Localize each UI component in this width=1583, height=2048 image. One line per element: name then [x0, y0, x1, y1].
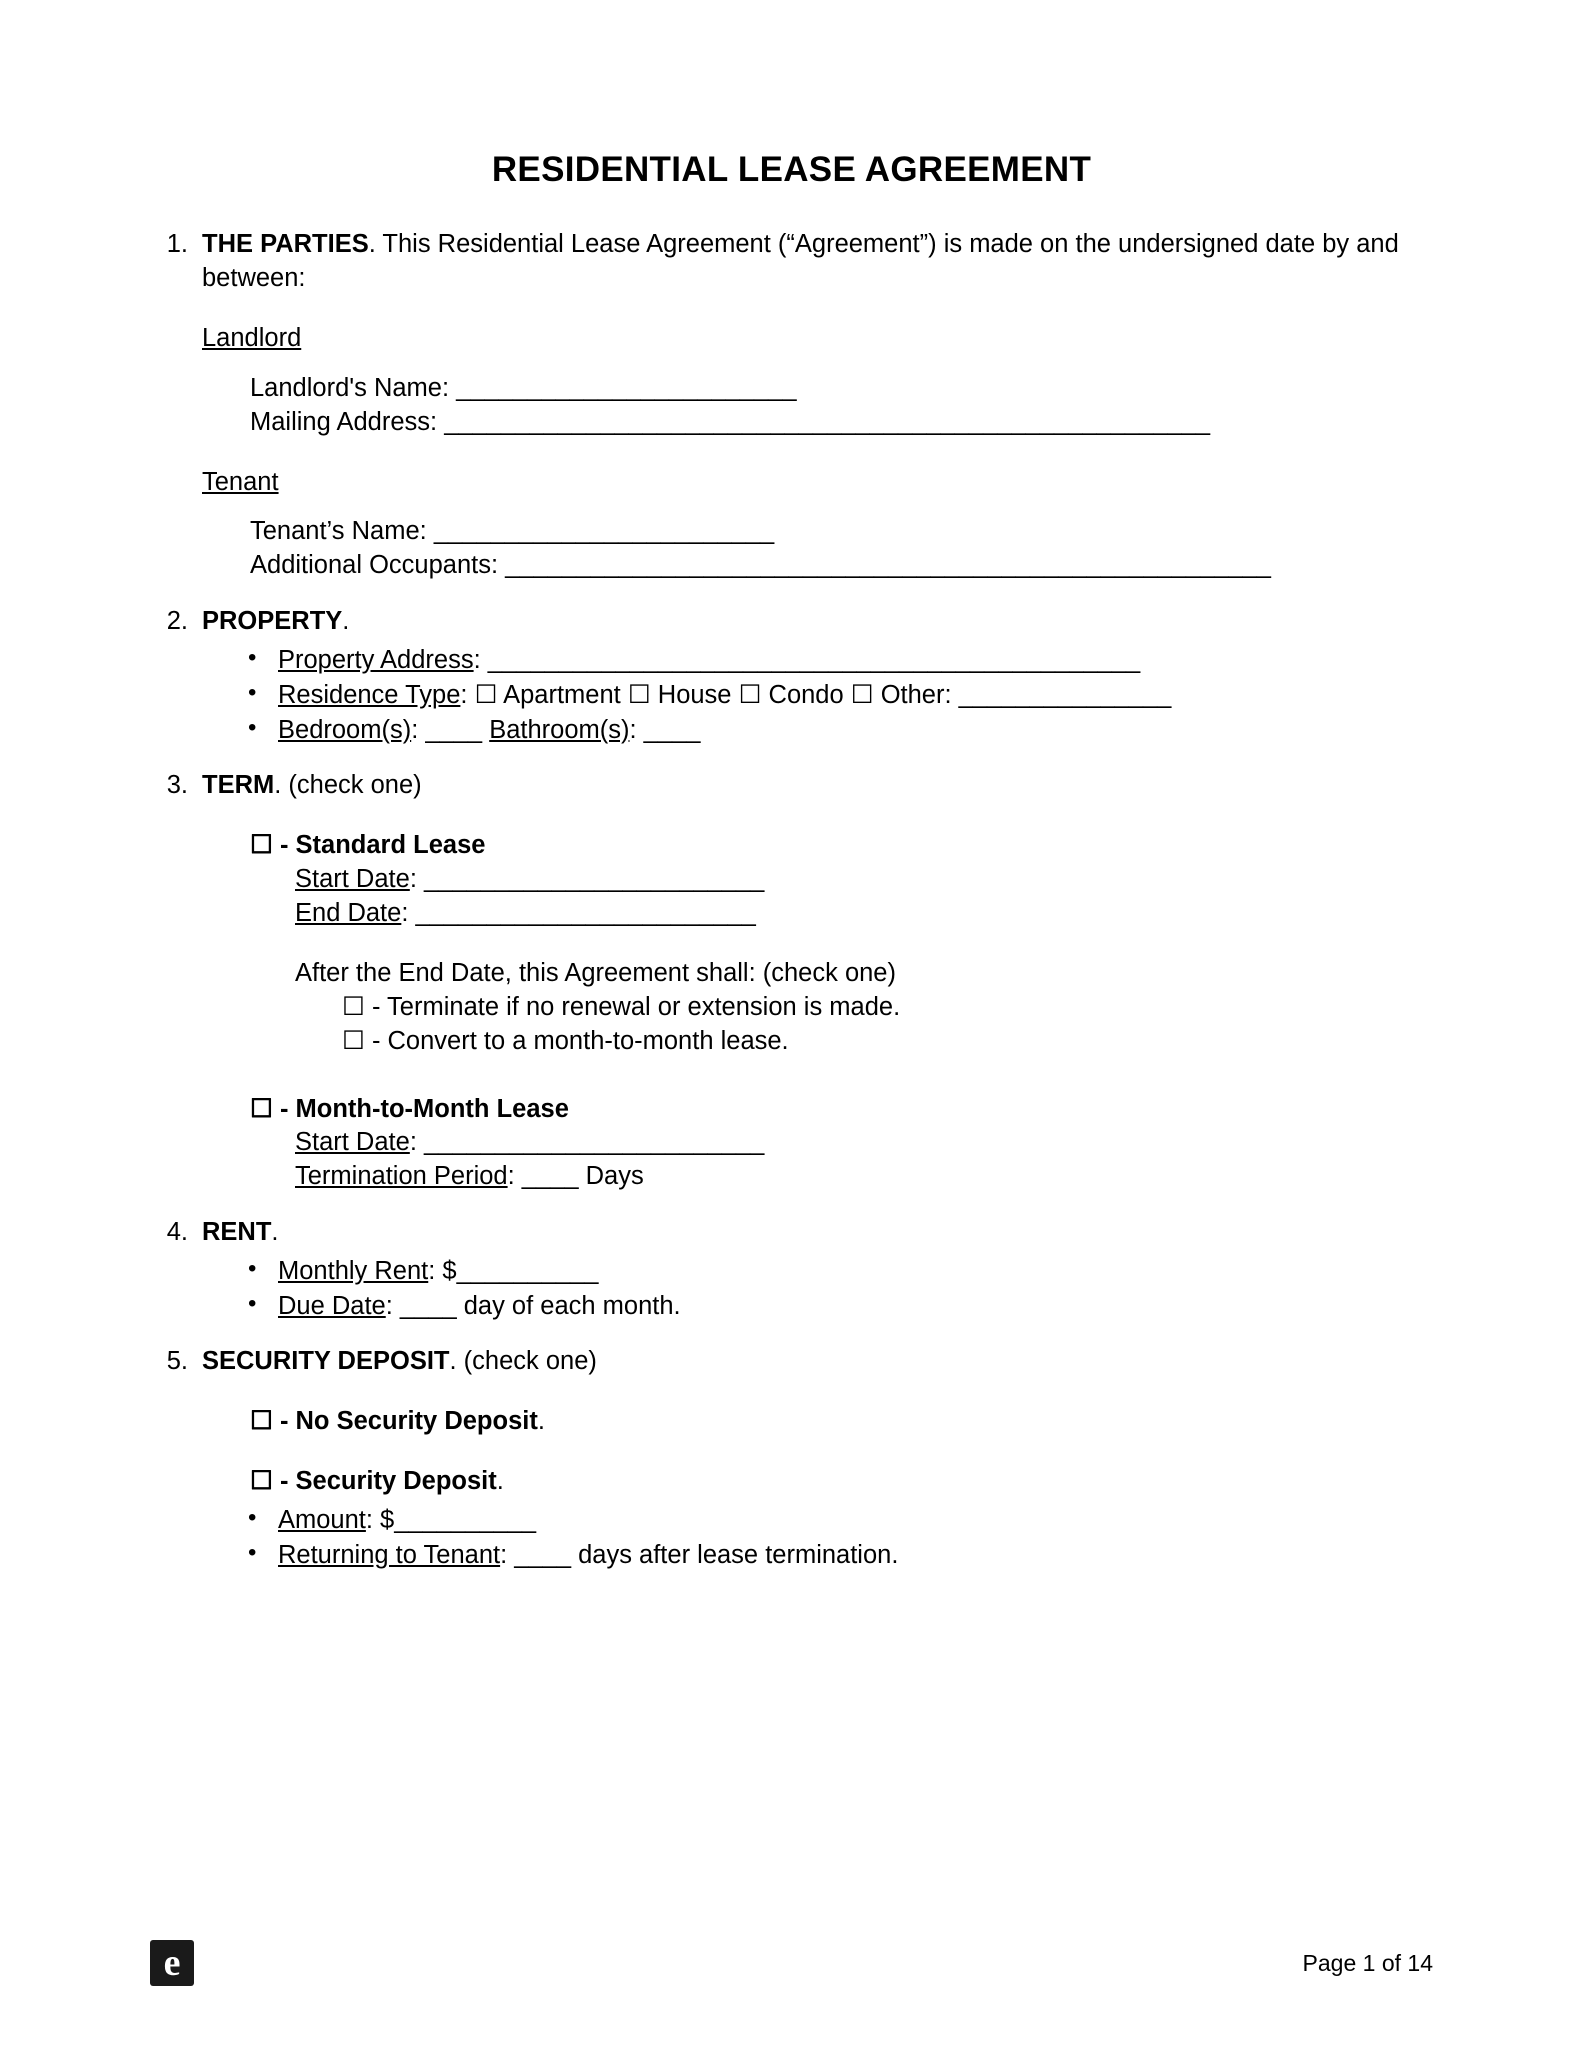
- eforms-logo-icon: e: [150, 1940, 194, 1986]
- clause-number: 3.: [166, 771, 188, 800]
- rent-list: [202, 1254, 1433, 1323]
- after-end-date-text: After the End Date, this Agreement shall: (check one): [295, 958, 896, 987]
- residence-type-label: Residence Type: [278, 680, 461, 709]
- clause-heading: PROPERTY: [202, 607, 343, 636]
- property-address-label: Property Address: [278, 646, 474, 675]
- landlord-name-label: Landlord's Name:: [250, 373, 450, 402]
- clause-intro-text: . This Residential Lease Agreement (“Agreement”) is made on the undersigned date by and between:: [202, 230, 1399, 292]
- mailing-address-label: Mailing Address:: [250, 407, 438, 436]
- no-security-deposit-label: ☐ - No Security Deposit: [250, 1407, 538, 1436]
- clause-heading-rest: . (check one): [449, 1347, 597, 1376]
- bedrooms-field[interactable]: : ____: [411, 715, 490, 744]
- standard-start-date-field[interactable]: : ________________________: [409, 864, 765, 893]
- tenant-subheading: Tenant: [202, 467, 279, 496]
- security-deposit-option[interactable]: [250, 1465, 1433, 1499]
- standard-end-date-row: [295, 897, 1433, 931]
- month-to-month-checkbox[interactable]: ☐ - Month-to-Month Lease: [250, 1094, 569, 1123]
- list-item: [278, 1538, 1433, 1573]
- mtm-start-date-field[interactable]: : ________________________: [409, 1128, 765, 1157]
- clause-number: 5.: [166, 1347, 188, 1376]
- clause-heading: THE PARTIES: [202, 230, 369, 258]
- clause-term: [150, 769, 1433, 1194]
- after-end-option-convert[interactable]: ☐ - Convert to a month-to-month lease.: [342, 1026, 789, 1055]
- due-date-field[interactable]: : ____ day of each month.: [385, 1291, 681, 1320]
- security-deposit-list: [202, 1503, 1433, 1572]
- no-security-deposit-option[interactable]: [250, 1405, 1433, 1439]
- after-end-option-terminate[interactable]: ☐ - Terminate if no renewal or extension is made.: [342, 992, 901, 1021]
- clause-heading-rest: . (check one): [274, 771, 422, 800]
- mtm-start-date-label: Start Date: [295, 1128, 410, 1157]
- clause-the-parties: [150, 228, 1433, 583]
- clause-heading: RENT: [202, 1218, 272, 1247]
- clause-content: [202, 1216, 1433, 1323]
- landlord-name-field[interactable]: ________________________: [456, 373, 797, 402]
- clause-content: [202, 605, 1433, 747]
- clause-content: [202, 769, 1433, 1194]
- standard-end-date-field[interactable]: : ________________________: [401, 898, 756, 927]
- deposit-amount-label: Amount: [278, 1506, 366, 1535]
- tenant-name-row: [250, 515, 1433, 549]
- clause-security-deposit: [150, 1345, 1433, 1572]
- additional-occupants-row: [250, 549, 1433, 583]
- list-item: [278, 1503, 1433, 1538]
- standard-lease-checkbox[interactable]: ☐ - Standard Lease: [250, 831, 486, 860]
- clause-content: [202, 228, 1433, 583]
- no-security-deposit-rest: .: [537, 1407, 545, 1436]
- standard-start-date-row: [295, 863, 1433, 897]
- parties-intro: [202, 228, 1433, 296]
- clause-heading-rest: .: [342, 607, 350, 636]
- due-date-label: Due Date: [278, 1291, 386, 1320]
- deposit-return-field[interactable]: : ____ days after lease termination.: [500, 1540, 899, 1569]
- tenant-name-field[interactable]: ________________________: [433, 517, 775, 546]
- bathrooms-label: Bathroom(s): [489, 715, 630, 744]
- mtm-start-date-row: [295, 1126, 1433, 1160]
- clause-number: 2.: [166, 607, 188, 636]
- page-title: RESIDENTIAL LEASE AGREEMENT: [491, 150, 1092, 189]
- security-deposit-heading-row: [202, 1345, 1433, 1379]
- additional-occupants-label: Additional Occupants:: [250, 551, 499, 580]
- clause-number: 1.: [166, 230, 188, 258]
- clause-heading: SECURITY DEPOSIT: [202, 1347, 450, 1376]
- property-list: [202, 643, 1433, 747]
- clause-number: 4.: [166, 1218, 188, 1247]
- standard-end-date-label: End Date: [295, 898, 402, 927]
- clause-heading: TERM: [202, 771, 275, 800]
- security-deposit-label: ☐ - Security Deposit: [250, 1467, 497, 1496]
- list-item: [278, 678, 1433, 713]
- tenant-name-label: Tenant’s Name:: [250, 517, 427, 546]
- clause-property: [150, 605, 1433, 747]
- rent-heading-row: [202, 1216, 1433, 1250]
- mtm-termination-period-label: Termination Period: [295, 1162, 508, 1191]
- residence-type-options[interactable]: : ☐ Apartment ☐ House ☐ Condo ☐ Other: _______________: [460, 680, 1172, 709]
- clause-content: [202, 1345, 1433, 1572]
- page-footer: [150, 1940, 1433, 1986]
- mailing-address-field[interactable]: ______________________________________________________: [444, 407, 1211, 436]
- property-heading-row: [202, 605, 1433, 639]
- monthly-rent-label: Monthly Rent: [278, 1257, 429, 1286]
- clause-heading-rest: .: [271, 1218, 279, 1247]
- page-number: Page 1 of 14: [1302, 1949, 1433, 1976]
- security-deposit-rest: .: [496, 1467, 504, 1496]
- list-item: [278, 643, 1433, 678]
- standard-start-date-label: Start Date: [295, 864, 410, 893]
- bedrooms-label: Bedroom(s): [278, 715, 412, 744]
- additional-occupants-field[interactable]: ______________________________________________________: [505, 551, 1271, 580]
- eforms-logo: [150, 1940, 194, 1986]
- list-item: [278, 1289, 1433, 1324]
- bathrooms-field[interactable]: : ____: [629, 715, 701, 744]
- mailing-address-row: [250, 406, 1433, 440]
- monthly-rent-field[interactable]: : $__________: [428, 1257, 599, 1286]
- landlord-name-row: [250, 372, 1433, 406]
- term-heading-row: [202, 769, 1433, 803]
- deposit-amount-field[interactable]: : $__________: [365, 1506, 537, 1535]
- landlord-subheading: Landlord: [202, 323, 302, 352]
- list-item: [278, 713, 1433, 748]
- list-item: [278, 1254, 1433, 1289]
- clause-rent: [150, 1216, 1433, 1323]
- mtm-termination-period-field[interactable]: : ____ Days: [507, 1162, 644, 1191]
- mtm-termination-period-row: [295, 1160, 1433, 1194]
- deposit-return-label: Returning to Tenant: [278, 1540, 501, 1569]
- property-address-field[interactable]: : ______________________________________________: [473, 646, 1141, 675]
